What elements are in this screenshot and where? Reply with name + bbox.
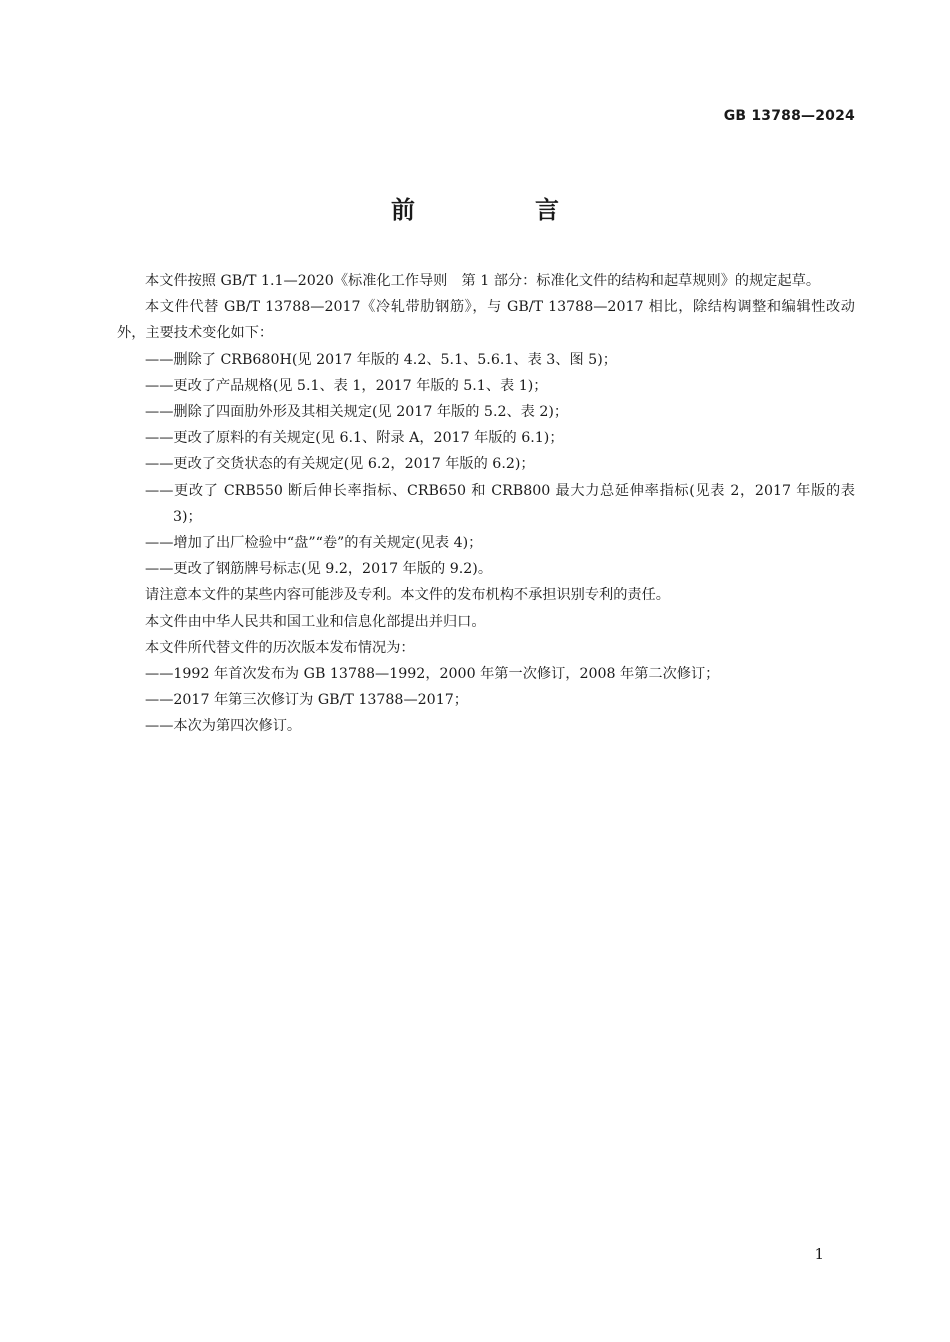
document-code: GB 13788—2024 [723, 108, 855, 124]
paragraph-patent-notice: 请注意本文件的某些内容可能涉及专利。本文件的发布机构不承担识别专利的责任。 [145, 587, 670, 604]
change-item: ——更改了 CRB550 断后伸长率指标、CRB650 和 CRB800 最大力总延伸率指标(见表 2，2017 年版的表 3)； [145, 482, 855, 525]
history-item: ——2017 年第三次修订为 GB/T 13788—2017； [145, 692, 468, 709]
change-item: ——更改了交货状态的有关规定(见 6.2，2017 年版的 6.2)； [145, 456, 535, 473]
change-item: ——更改了产品规格(见 5.1、表 1，2017 年版的 5.1、表 1)； [145, 377, 548, 394]
page-number: 1 [814, 1245, 824, 1263]
change-item: ——增加了出厂检验中“盘”“卷”的有关规定(见表 4)； [145, 535, 483, 552]
paragraph-proposer: 本文件由中华人民共和国工业和信息化部提出并归口。 [145, 613, 486, 630]
change-item: ——更改了原料的有关规定(见 6.1、附录 A，2017 年版的 6.1)； [145, 430, 564, 447]
foreword-body [117, 268, 855, 740]
history-item: ——1992 年首次发布为 GB 13788—1992，2000 年第一次修订，2008 年第二次修订； [145, 666, 720, 683]
paragraph-drafting-rules: 本文件按照 GB/T 1.1—2020《标准化工作导则 第 1 部分：标准化文件的结构和起草规则》的规定起草。 [145, 273, 821, 289]
history-item: ——本次为第四次修订。 [145, 718, 302, 735]
paragraph-history-intro: 本文件所代替文件的历次版本发布情况为： [145, 639, 415, 656]
change-item: ——删除了四面肋外形及其相关规定(见 2017 年版的 5.2、表 2)； [145, 404, 569, 421]
page-title: 前 言 [391, 196, 607, 224]
change-item: ——删除了 CRB680H(见 2017 年版的 4.2、5.1、5.6.1、表 3、图 5)； [145, 351, 617, 368]
change-item: ——更改了钢筋牌号标志(见 9.2，2017 年版的 9.2)。 [145, 561, 493, 578]
paragraph-replacement: 本文件代替 GB/T 13788—2017《冷轧带肋钢筋》，与 GB/T 13788—2017 相比，除结构调整和编辑性改动外，主要技术变化如下： [117, 299, 855, 342]
